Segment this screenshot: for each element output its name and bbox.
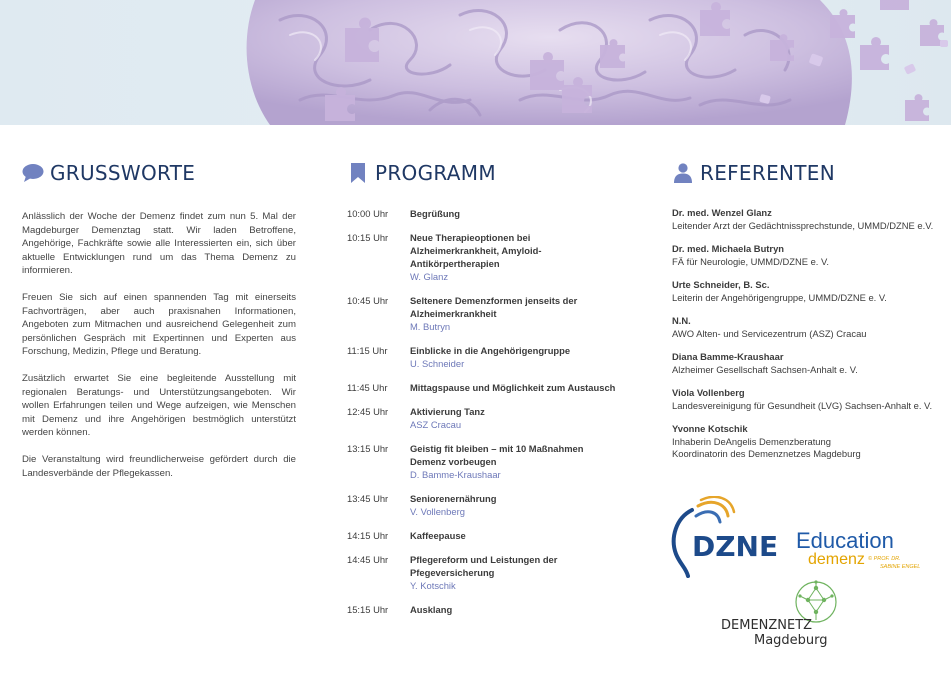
program-item-time: 12:45 Uhr [347, 406, 389, 417]
program-item [347, 553, 617, 592]
program-item [347, 381, 617, 394]
brain-puzzle-image [0, 0, 951, 125]
program-item-time: 14:15 Uhr [347, 530, 389, 541]
education-logo-credit2: SABINE ENGEL [880, 564, 921, 570]
program-item-body [410, 603, 617, 616]
program-item [347, 492, 617, 518]
education-logo-part2: cation [835, 528, 894, 553]
program-item-speaker: M. Butryn [410, 321, 451, 332]
program-item-time: 10:00 Uhr [347, 208, 389, 219]
program-item-time: 13:45 Uhr [347, 493, 389, 504]
program-item-title: Seltenere Demenzformen jenseits der Alzheimerkrankheit [410, 295, 578, 319]
program-item-title: Begrüßung [410, 208, 460, 219]
logos-graphic [668, 496, 948, 656]
speaker-item [672, 279, 942, 304]
greeting-paragraph: Freuen Sie sich auf einen spannenden Tag mit einerseits Fachvorträgen, aber auch praxisnahen Informationen, Angeboten zum Mitmachen und ausreichend Gelegenheit zum persönlichen Gespräch mit Expertinnen und Experten aus Forschung, Medizin, Pflege und Beratung. [22, 292, 296, 357]
dzne-logo [674, 497, 778, 576]
education-demenz-logo [796, 528, 920, 570]
program-item-time: 11:15 Uhr [347, 345, 388, 356]
program-item-title: Geistig fit bleiben – mit 10 Maßnahmen Demenz vorbeugen [410, 443, 584, 467]
speaker-item [672, 423, 942, 461]
speaker-name: Urte Schneider, B. Sc. [672, 279, 770, 290]
speaker-role: Landesvereinigung für Gesundheit (LVG) Sachsen-Anhalt e. V. [672, 399, 933, 411]
speaker-name: Viola Vollenberg [672, 387, 745, 398]
program-item-speaker: V. Vollenberg [410, 506, 465, 517]
greeting-text [22, 210, 296, 480]
program-section [347, 158, 617, 627]
speaker-name: Dr. med. Michaela Butryn [672, 243, 785, 254]
program-item [347, 344, 617, 370]
program-item [347, 529, 617, 542]
program-item-title: Kaffeepause [410, 530, 466, 541]
program-item [347, 231, 617, 283]
education-logo-credit1: © PROF. DR. [868, 556, 901, 562]
speaker-item [672, 387, 942, 412]
speaker-item [672, 351, 942, 376]
program-item-speaker: Y. Kotschik [410, 580, 456, 591]
speaker-role: Leitender Arzt der Gedächtnissprechstunde, UMMD/DZNE e.V. [672, 219, 934, 231]
program-item [347, 294, 617, 333]
program-item-body [410, 553, 617, 592]
hero-brain-illustration [0, 0, 951, 125]
speaker-name: Diana Bamme-Kraushaar [672, 351, 784, 362]
speaker-item [672, 243, 942, 268]
program-item-speaker: D. Bamme-Kraushaar [410, 469, 501, 480]
program-title: PROGRAMM [375, 161, 496, 185]
program-item-time: 13:15 Uhr [347, 443, 389, 454]
speakers-heading [672, 158, 942, 188]
program-item-body [410, 207, 617, 220]
program-item-title: Seniorenernährung [410, 493, 497, 504]
education-logo-part1: Edu [796, 528, 836, 553]
program-list [347, 207, 617, 616]
program-item [347, 442, 617, 481]
speaker-role: Leiterin der Angehörigengruppe, UMMD/DZNE e. V. [672, 291, 887, 303]
program-item-speaker: U. Schneider [410, 358, 465, 369]
speaker-item [672, 207, 942, 232]
speaker-role: Inhaberin DeAngelis Demenzberatung Koordinatorin des Demenznetzes Magdeburg [672, 435, 861, 459]
program-item-body [410, 381, 617, 394]
program-item-body [410, 405, 617, 431]
greeting-paragraph: Zusätzlich erwartet Sie eine begleitende Ausstellung mit regionalen Beratungs- und Unterstützungsangeboten. Wir wollen Erfahrungen teilen und Wege aufzeigen, wie Menschen mit Demenz und ihre Angehörigen bestmöglich unterstützt werden können. [22, 373, 296, 438]
program-item-time: 15:15 Uhr [347, 604, 389, 615]
program-item-time: 14:45 Uhr [347, 554, 389, 565]
speech-bubble-icon [22, 162, 44, 184]
program-item-title: Pflegereform und Leistungen der Pfegeversicherung [410, 554, 558, 578]
program-item-body [410, 492, 617, 518]
program-item-body [410, 529, 617, 542]
speaker-role: FÄ für Neurologie, UMMD/DZNE e. V. [672, 255, 829, 267]
demenznetz-logo [721, 580, 836, 648]
program-item-title: Neue Therapieoptionen bei Alzheimerkrankheit, Amyloid-Antikörpertherapien [410, 232, 542, 269]
program-item-title: Einblicke in die Angehörigengruppe [410, 345, 571, 356]
program-item-body [410, 294, 617, 333]
program-heading [347, 158, 617, 188]
greeting-paragraph: Die Veranstaltung wird freundlicherweise gefördert durch die Landesverbände der Pflegekassen. [22, 454, 296, 479]
program-item-time: 10:45 Uhr [347, 295, 389, 306]
speakers-section [672, 158, 942, 472]
greeting-section [22, 158, 296, 494]
speaker-item [672, 315, 942, 340]
speakers-list [672, 207, 942, 461]
person-icon [672, 162, 694, 184]
bookmark-icon [347, 162, 369, 184]
svg-text:Education [796, 528, 894, 553]
program-item [347, 207, 617, 220]
program-item-speaker: W. Glanz [410, 271, 449, 282]
demenznetz-logo-city: Magdeburg [754, 633, 828, 648]
speakers-title: REFERENTEN [700, 161, 835, 185]
speaker-name: N.N. [672, 315, 691, 326]
speaker-role: Alzheimer Gesellschaft Sachsen-Anhalt e. V. [672, 363, 858, 375]
education-logo-sub: demenz [808, 551, 865, 568]
program-item-body [410, 344, 617, 370]
program-item-title: Ausklang [410, 604, 453, 615]
program-item-body [410, 442, 617, 481]
program-item-time: 10:15 Uhr [347, 232, 389, 243]
greeting-paragraph: Anlässlich der Woche der Demenz findet zum nun 5. Mal der Magdeburger Demenztag statt. Wir laden Betroffene, Angehörige, Fachkräfte sowie alle Interessierten ein, sich über aktuelle Entwicklungen rund um das Thema Demenz zu informieren. [22, 211, 296, 276]
speaker-name: Dr. med. Wenzel Glanz [672, 207, 772, 218]
program-item-title: Mittagspause und Möglichkeit zum Austausch [410, 382, 616, 393]
program-item-speaker: ASZ Cracau [410, 419, 462, 430]
program-item [347, 603, 617, 616]
speaker-role: AWO Alten- und Servicezentrum (ASZ) Cracau [672, 327, 867, 339]
program-item-time: 11:45 Uhr [347, 382, 388, 393]
greeting-heading [22, 158, 296, 188]
program-item-body [410, 231, 617, 283]
speaker-name: Yvonne Kotschik [672, 423, 748, 434]
program-item-title: Aktivierung Tanz [410, 406, 485, 417]
demenznetz-logo-text: DEMENZNETZ [721, 618, 813, 633]
greeting-title: GRUSSWORTE [50, 161, 196, 185]
partner-logos [668, 496, 948, 656]
program-item [347, 405, 617, 431]
dzne-logo-text: DZNE [692, 530, 779, 563]
